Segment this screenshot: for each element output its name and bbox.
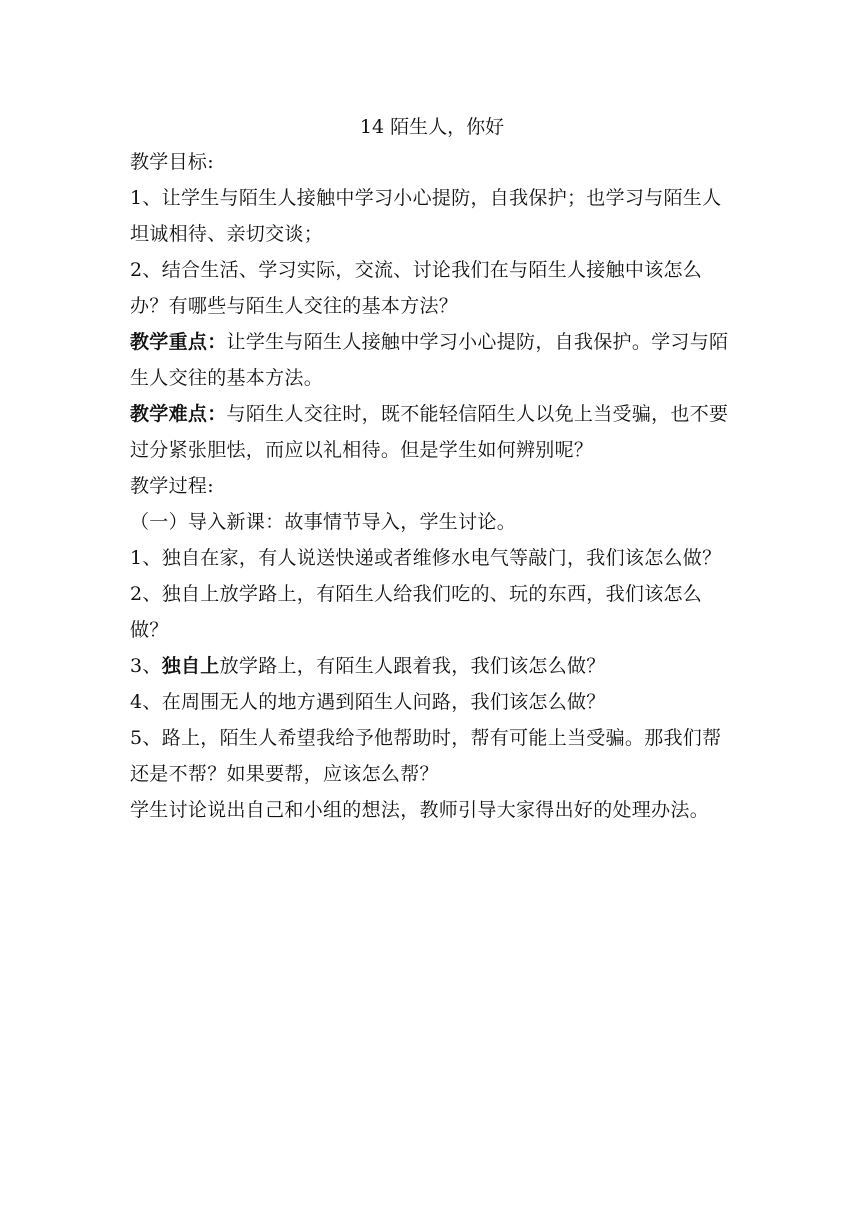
item-3-prefix: 3、 — [130, 655, 162, 677]
discussion-item-1: 1、独自在家，有人说送快递或者维修水电气等敲门，我们该怎么做？ — [130, 547, 722, 569]
discussion-item-2: 2、独自上放学路上，有陌生人给我们吃的、玩的东西，我们该怎么做？ — [130, 583, 703, 641]
discussion-item-5: 5、路上，陌生人希望我给予他帮助时，帮有可能上当受骗。那我们帮还是不帮？如果要帮，应该怎么帮？ — [130, 727, 722, 785]
objective-1: 1、让学生与陌生人接触中学习小心提防，自我保护；也学习与陌生人坦诚相待、亲切交谈； — [130, 187, 722, 245]
conclusion-paragraph: 学生讨论说出自己和小组的想法，教师引导大家得出好的处理办法。 — [130, 799, 710, 821]
difficulty-label: 教学难点： — [130, 403, 227, 425]
key-point-text: 让学生与陌生人接触中学习小心提防，自我保护。学习与陌生人交往的基本方法。 — [130, 331, 729, 389]
item-3-bold: 独自上 — [161, 655, 220, 677]
difficulty-paragraph — [130, 396, 734, 468]
section-1-heading: （一）导入新课：故事情节导入，学生讨论。 — [130, 511, 517, 533]
discussion-item-4: 4、在周围无人的地方遇到陌生人问路，我们该怎么做？ — [130, 691, 606, 713]
key-point-paragraph — [130, 324, 734, 396]
objective-2: 2、结合生活、学习实际，交流、讨论我们在与陌生人接触中该怎么办？有哪些与陌生人交往的基本方法？ — [130, 259, 703, 317]
document-body — [130, 112, 734, 828]
process-heading: 教学过程: — [130, 475, 214, 497]
key-point-label: 教学重点： — [130, 331, 227, 353]
document-title: 14 陌生人，你好 — [359, 116, 505, 138]
difficulty-text: 与陌生人交往时，既不能轻信陌生人以免上当受骗，也不要过分紧张胆怯，而应以礼相待。但是学生如何辨别呢？ — [130, 403, 729, 461]
discussion-item-3 — [130, 648, 734, 684]
item-3-rest: 放学路上，有陌生人跟着我，我们该怎么做？ — [219, 655, 606, 677]
objectives-heading: 教学目标: — [130, 151, 214, 173]
